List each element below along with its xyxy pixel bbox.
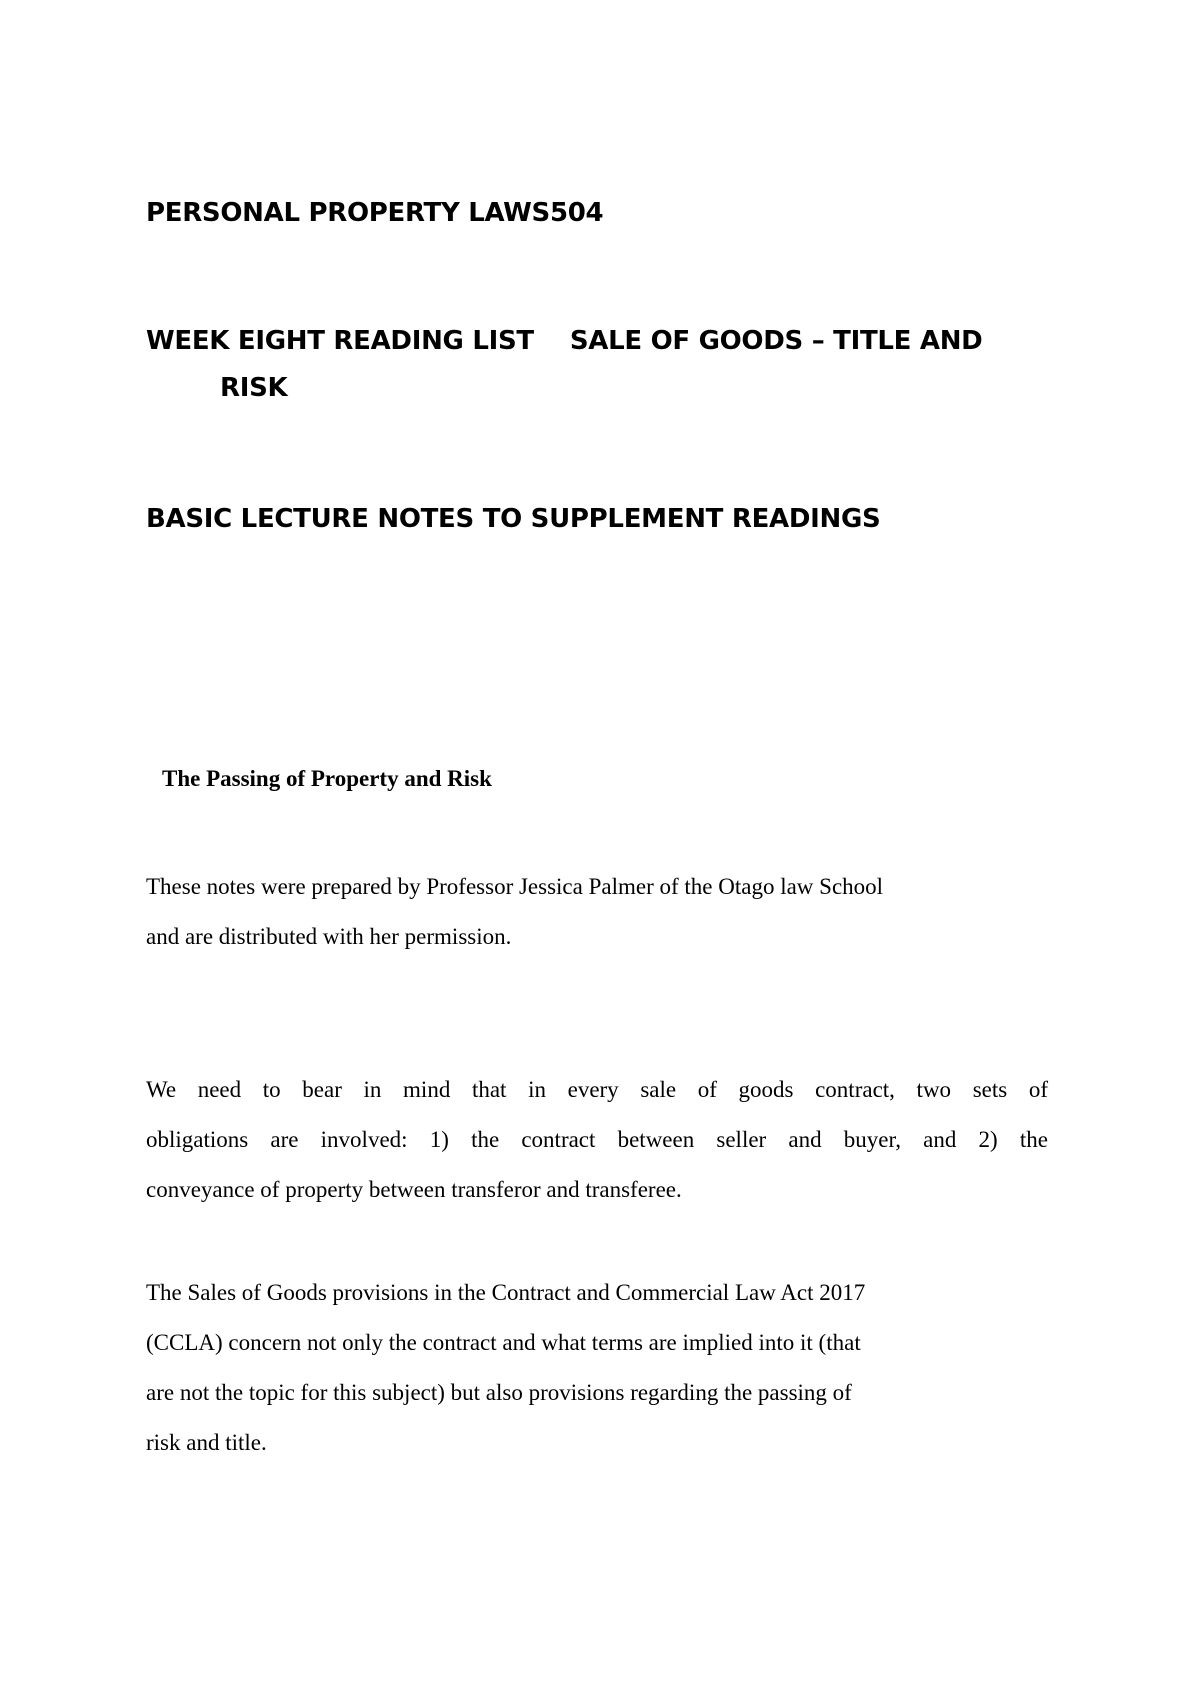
- paragraph-line: We need to bear in mind that in every sale of goods contract, two sets of: [146, 1077, 1048, 1102]
- week-heading-label: WEEK EIGHT READING LIST: [146, 326, 534, 356]
- paragraph-line: are not the topic for this subject) but also provisions regarding the passing of: [146, 1380, 852, 1405]
- paragraph-line: and are distributed with her permission.: [146, 924, 512, 949]
- paragraph-line: obligations are involved: 1) the contract between seller and buyer, and 2) the: [146, 1127, 1048, 1152]
- paragraph-ccla: [146, 1268, 1048, 1468]
- topic-heading-line2: RISK: [220, 373, 288, 403]
- course-heading: PERSONAL PROPERTY LAWS504: [146, 198, 604, 228]
- paragraph-line: conveyance of property between transferor and transferee.: [146, 1177, 682, 1202]
- topic-heading-line1: SALE OF GOODS – TITLE AND: [569, 326, 983, 356]
- section-title: The Passing of Property and Risk: [162, 766, 492, 791]
- paragraph-line: risk and title.: [146, 1430, 267, 1455]
- paragraph-line: The Sales of Goods provisions in the Contract and Commercial Law Act 2017: [146, 1280, 866, 1305]
- paragraph-attribution: [146, 862, 1048, 962]
- paragraph-line: (CCLA) concern not only the contract and what terms are implied into it (that: [146, 1330, 861, 1355]
- week-heading: [146, 326, 982, 356]
- paragraph-line: These notes were prepared by Professor Jessica Palmer of the Otago law School: [146, 874, 884, 899]
- paragraph-obligations: [146, 1065, 1048, 1215]
- lecture-notes-heading: BASIC LECTURE NOTES TO SUPPLEMENT READINGS: [146, 504, 881, 534]
